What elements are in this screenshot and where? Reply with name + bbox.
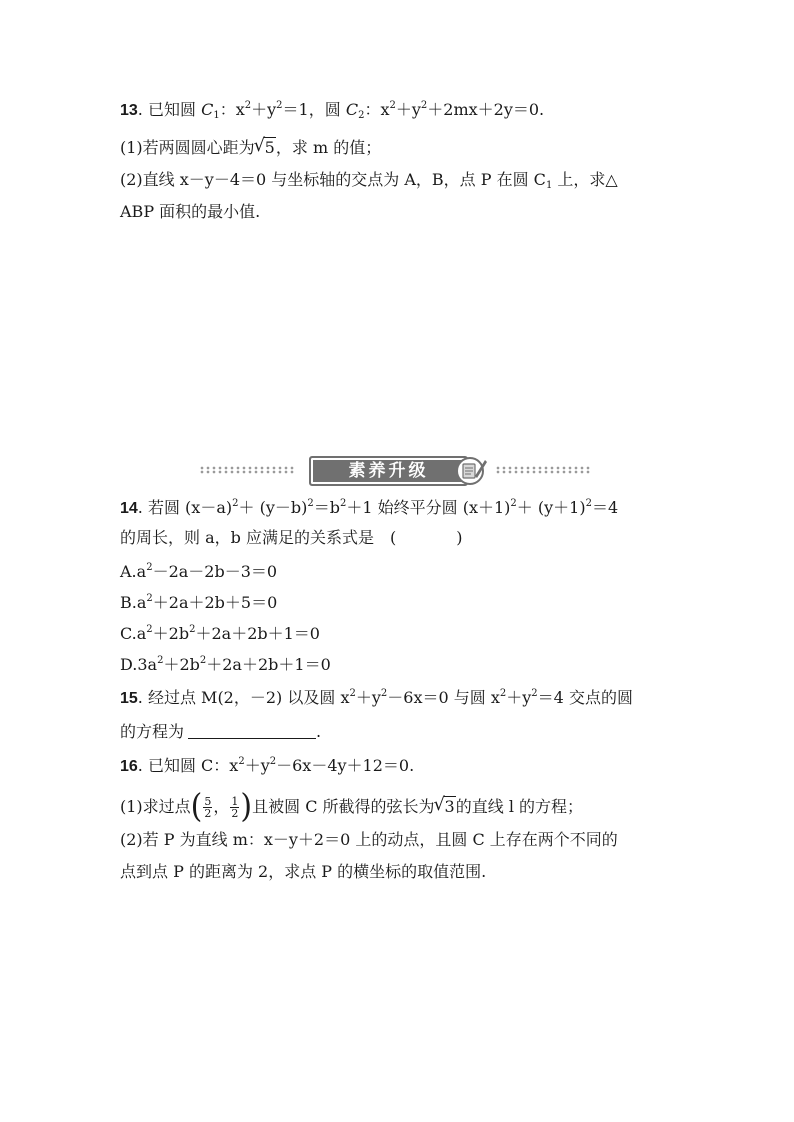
q16-number: 16: [120, 758, 138, 775]
q13-line-1: 13. 已知圆 $C_1$：$x^2+y^2=1$，圆 $C_2$：$x^2+y^2+2mx+2y=0$.: [120, 100, 545, 121]
q15-line-1: 15. 经过点 M(2，－2) 以及圆 $x^2+y^2-6x=0$ 与圆 $x^2+y^2=4$ 交点的圆: [120, 688, 633, 707]
q13-part-2-cont: ABP 面积的最小值.: [120, 202, 261, 221]
q14-option-c: $C.a^2+2b^2+2a+2b+1=0$: [120, 624, 320, 643]
sqrt-symbol: √ 3: [435, 797, 456, 817]
fraction-5-2: $\frac{5}{2}$: [204, 795, 212, 820]
q14-line-1: 14. 若圆 $(x-a)^2+ (y-b)^2=b^2+1$ 始终平分圆 $(x+1)^2+ (y+1)^2=4$: [120, 498, 619, 517]
q14-option-a: $A.a^2-2a-2b-3=0$: [120, 562, 278, 581]
answer-fill-blank[interactable]: [188, 724, 316, 739]
q16-part-1: (1)求过点( $\frac{5}{2}$ ， $\frac{1}{2}$ )且被圆 C 所截得的弦长为√ 3的直线 l 的方程；: [120, 796, 583, 826]
q14-option-d: $D.3a^2+2b^2+2a+2b+1=0$: [120, 655, 331, 674]
banner-dots-left: [199, 466, 295, 474]
notebook-pencil-icon: [455, 454, 489, 486]
q16-line-1: 16. 已知圆 C：$x^2+y^2-6x-4y+12=0$.: [120, 756, 415, 775]
q16-part-2-cont: 点到点 P 的距离为 2，求点 P 的横坐标的取值范围.: [120, 862, 487, 881]
left-paren: (: [190, 787, 203, 826]
q14-number: 14: [120, 500, 138, 517]
q14-line-2: 的周长，则 a，b 应满足的关系式是 ( ): [120, 528, 463, 547]
q15-line-2: 的方程为 .: [120, 722, 322, 741]
banner-title: 素养升级: [309, 456, 468, 486]
section-banner: [199, 454, 591, 486]
fraction-1-2: $\frac{1}{2}$: [231, 795, 239, 820]
sqrt-symbol: √ 5: [255, 138, 276, 158]
q15-number: 15: [120, 690, 138, 707]
banner-dots-right: [495, 466, 591, 474]
q13-number: 13: [120, 102, 138, 119]
q14-option-b: $B.a^2+2a+2b+5=0$: [120, 593, 278, 612]
q13-part-1: (1)若两圆圆心距为√ 5，求 m 的值；: [120, 138, 381, 160]
q16-part-2: (2)若 P 为直线 m：x－y＋2＝0 上的动点，且圆 C 上存在两个不同的: [120, 830, 618, 849]
q13-part-2: (2)直线 x－y－4＝0 与坐标轴的交点为 A，B，点 P 在圆 $C_1$ 上，求△: [120, 170, 618, 191]
right-paren: ): [240, 787, 253, 826]
